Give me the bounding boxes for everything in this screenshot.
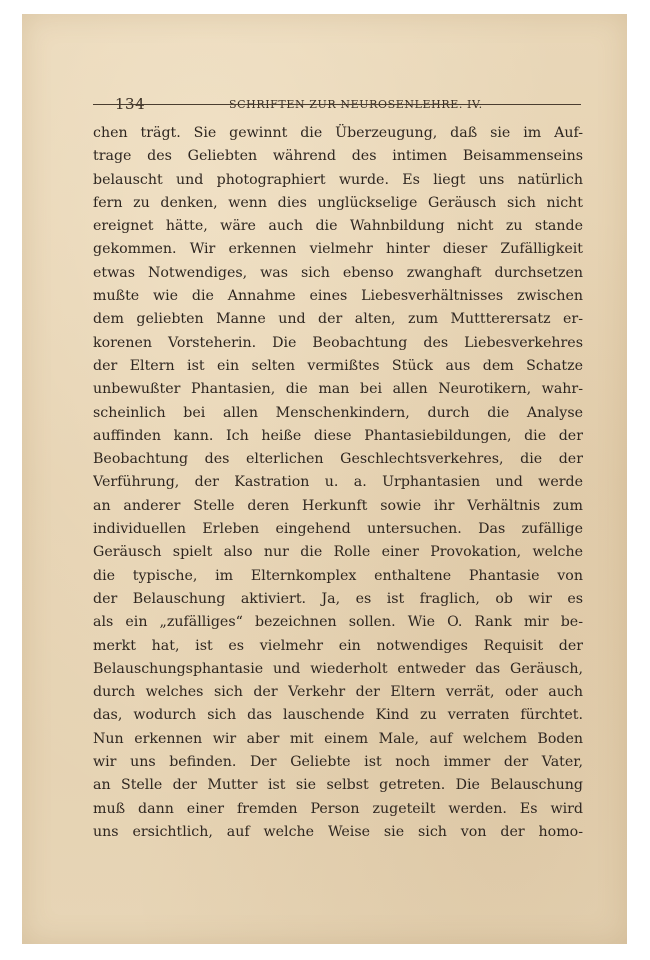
header-rule	[93, 104, 581, 105]
text-line: belauscht und photographiert wurde. Es liegt uns natürlich	[93, 171, 583, 188]
text-line: fern zu denken, wenn dies unglückselige Geräusch sich nicht	[93, 194, 583, 211]
text-line: korenen Vorsteherin. Die Beobachtung des Liebesverkehres	[93, 334, 583, 351]
text-line: das, wodurch sich das lauschende Kind zu verraten fürchtet.	[93, 707, 583, 724]
text-line: auffinden kann. Ich heiße diese Phantasiebildungen, die der	[93, 427, 583, 444]
text-line: trage des Geliebten während des intimen Beisammenseins	[93, 148, 583, 165]
text-line: Beobachtung des elterlichen Geschlechtsverkehres, die der	[93, 451, 583, 468]
text-line: unbewußter Phantasien, die man bei allen Neurotikern, wahr-	[93, 381, 583, 398]
text-line: die typische, im Elternkomplex enthaltene Phantasie von	[93, 567, 583, 584]
text-line: der Belauschung aktiviert. Ja, es ist fraglich, ob wir es	[93, 590, 583, 607]
page-number: 134	[115, 95, 146, 113]
text-line: Geräusch spielt also nur die Rolle einer Provokation, welche	[93, 544, 583, 561]
text-line: Belauschungsphantasie und wiederholt entweder das Geräusch,	[93, 660, 583, 677]
text-line: der Eltern ist ein selten vermißtes Stück aus dem Schatze	[93, 357, 583, 374]
text-line: scheinlich bei allen Menschenkindern, durch die Analyse	[93, 404, 583, 421]
body-text	[93, 122, 583, 844]
text-line: muß dann einer fremden Person zugeteilt werden. Es wird	[93, 800, 583, 817]
text-line: als ein „zufälliges“ bezeichnen sollen. Wie O. Rank mir be-	[93, 614, 583, 631]
text-line: mußte wie die Annahme eines Liebesverhältnisses zwischen	[93, 288, 583, 305]
text-line: Nun erkennen wir aber mit einem Male, auf welchem Boden	[93, 730, 583, 747]
running-title: SCHRIFTEN ZUR NEUROSENLEHRE. IV.	[229, 98, 483, 111]
text-line: uns ersichtlich, auf welche Weise sie sich von der homo-	[93, 823, 583, 840]
text-line: gekommen. Wir erkennen vielmehr hinter dieser Zufälligkeit	[93, 241, 583, 258]
text-line: individuellen Erleben eingehend untersuchen. Das zufällige	[93, 521, 583, 538]
text-line: etwas Notwendiges, was sich ebenso zwanghaft durchsetzen	[93, 264, 583, 281]
text-line: wir uns befinden. Der Geliebte ist noch immer der Vater,	[93, 754, 583, 771]
running-head	[115, 94, 603, 116]
text-line: durch welches sich der Verkehr der Eltern verrät, oder auch	[93, 684, 583, 701]
text-line: chen trägt. Sie gewinnt die Überzeugung, daß sie im Auf-	[93, 125, 583, 141]
text-line: an Stelle der Mutter ist sie selbst getreten. Die Belauschung	[93, 777, 583, 794]
text-line: merkt hat, ist es vielmehr ein notwendiges Requisit der	[93, 637, 583, 654]
text-line: Verführung, der Kastration u. a. Urphantasien und werde	[93, 474, 583, 491]
text-line: an anderer Stelle deren Herkunft sowie ihr Verhältnis zum	[93, 497, 583, 514]
text-line: ereignet hätte, wäre auch die Wahnbildung nicht zu stande	[93, 218, 583, 235]
text-line: dem geliebten Manne und der alten, zum Muttterersatz er-	[93, 311, 583, 328]
